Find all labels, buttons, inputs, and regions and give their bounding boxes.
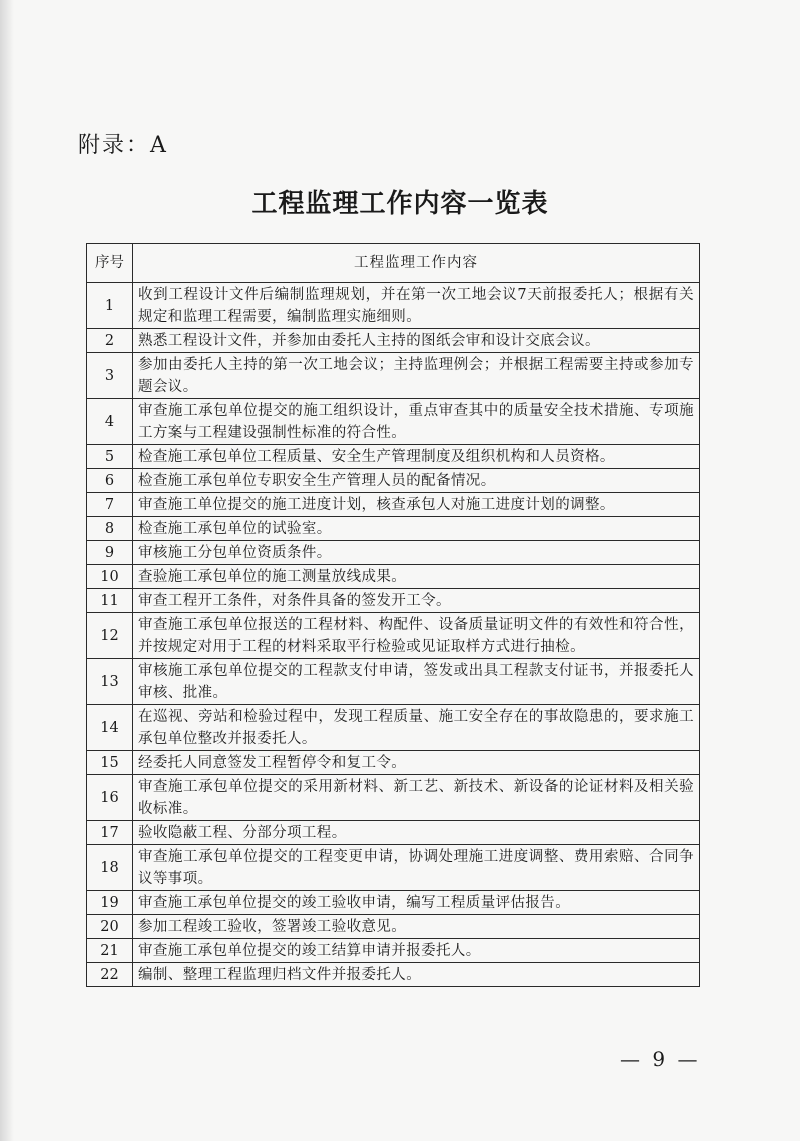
row-number: 20 — [87, 915, 133, 939]
page-title: 工程监理工作内容一览表 — [251, 189, 549, 219]
appendix-label: 附录：A — [78, 133, 168, 158]
table-row — [87, 445, 700, 469]
row-number: 13 — [87, 659, 133, 705]
row-content: 经委托人同意签发工程暂停令和复工令。 — [133, 751, 700, 775]
row-number: 19 — [87, 891, 133, 915]
row-number: 21 — [87, 939, 133, 963]
table-row — [87, 399, 700, 445]
table-row — [87, 939, 700, 963]
work-content-table — [86, 243, 700, 987]
row-content: 检查施工承包单位工程质量、安全生产管理制度及组织机构和人员资格。 — [133, 445, 700, 469]
table-row — [87, 353, 700, 399]
table-row — [87, 821, 700, 845]
row-content: 熟悉工程设计文件，并参加由委托人主持的图纸会审和设计交底会议。 — [133, 329, 700, 353]
row-content: 检查施工承包单位专职安全生产管理人员的配备情况。 — [133, 469, 700, 493]
row-number: 2 — [87, 329, 133, 353]
row-number: 6 — [87, 469, 133, 493]
table-row — [87, 775, 700, 821]
table-row — [87, 541, 700, 565]
row-number: 7 — [87, 493, 133, 517]
page-edge-shadow — [0, 0, 14, 1141]
row-number: 15 — [87, 751, 133, 775]
row-content: 审查施工承包单位提交的采用新材料、新工艺、新技术、新设备的论证材料及相关验收标准。 — [133, 775, 700, 821]
row-content: 编制、整理工程监理归档文件并报委托人。 — [133, 963, 700, 987]
row-content: 审核施工承包单位提交的工程款支付申请，签发或出具工程款支付证书，并报委托人审核、批准。 — [133, 659, 700, 705]
table-row — [87, 845, 700, 891]
row-number: 1 — [87, 283, 133, 329]
row-number: 9 — [87, 541, 133, 565]
table-row — [87, 589, 700, 613]
row-number: 17 — [87, 821, 133, 845]
table-row — [87, 565, 700, 589]
table-row — [87, 963, 700, 987]
row-number: 4 — [87, 399, 133, 445]
row-content: 查验施工承包单位的施工测量放线成果。 — [133, 565, 700, 589]
table-row — [87, 283, 700, 329]
row-number: 3 — [87, 353, 133, 399]
row-content: 审查施工承包单位提交的施工组织设计，重点审查其中的质量安全技术措施、专项施工方案与工程建设强制性标准的符合性。 — [133, 399, 700, 445]
row-number: 11 — [87, 589, 133, 613]
row-content: 检查施工承包单位的试验室。 — [133, 517, 700, 541]
row-number: 5 — [87, 445, 133, 469]
table-row — [87, 659, 700, 705]
table-row — [87, 891, 700, 915]
table-row — [87, 493, 700, 517]
row-content: 验收隐蔽工程、分部分项工程。 — [133, 821, 700, 845]
row-number: 18 — [87, 845, 133, 891]
header-number: 序号 — [87, 244, 133, 283]
row-number: 22 — [87, 963, 133, 987]
row-content: 审查工程开工条件，对条件具备的签发开工令。 — [133, 589, 700, 613]
table-row — [87, 915, 700, 939]
row-content: 审核施工分包单位资质条件。 — [133, 541, 700, 565]
row-content: 参加由委托人主持的第一次工地会议；主持监理例会；并根据工程需要主持或参加专题会议。 — [133, 353, 700, 399]
page-number: — 9 — — [620, 1047, 701, 1071]
row-number: 10 — [87, 565, 133, 589]
table-row — [87, 517, 700, 541]
row-number: 8 — [87, 517, 133, 541]
row-content: 审查施工承包单位提交的工程变更申请，协调处理施工进度调整、费用索赔、合同争议等事项。 — [133, 845, 700, 891]
row-content: 参加工程竣工验收，签署竣工验收意见。 — [133, 915, 700, 939]
row-number: 14 — [87, 705, 133, 751]
row-number: 16 — [87, 775, 133, 821]
table-row — [87, 613, 700, 659]
row-content: 审查施工承包单位提交的竣工验收申请，编写工程质量评估报告。 — [133, 891, 700, 915]
row-content: 审查施工单位提交的施工进度计划，核查承包人对施工进度计划的调整。 — [133, 493, 700, 517]
row-content: 收到工程设计文件后编制监理规划，并在第一次工地会议7天前报委托人；根据有关规定和监理工程需要，编制监理实施细则。 — [133, 283, 700, 329]
table-row — [87, 705, 700, 751]
row-content: 审查施工承包单位报送的工程材料、构配件、设备质量证明文件的有效性和符合性，并按规定对用于工程的材料采取平行检验或见证取样方式进行抽检。 — [133, 613, 700, 659]
row-content: 在巡视、旁站和检验过程中，发现工程质量、施工安全存在的事故隐患的，要求施工承包单位整改并报委托人。 — [133, 705, 700, 751]
row-number: 12 — [87, 613, 133, 659]
table-row — [87, 751, 700, 775]
row-content: 审查施工承包单位提交的竣工结算申请并报委托人。 — [133, 939, 700, 963]
table-row — [87, 329, 700, 353]
table-header-row — [87, 244, 700, 283]
table-row — [87, 469, 700, 493]
header-content: 工程监理工作内容 — [133, 244, 700, 283]
